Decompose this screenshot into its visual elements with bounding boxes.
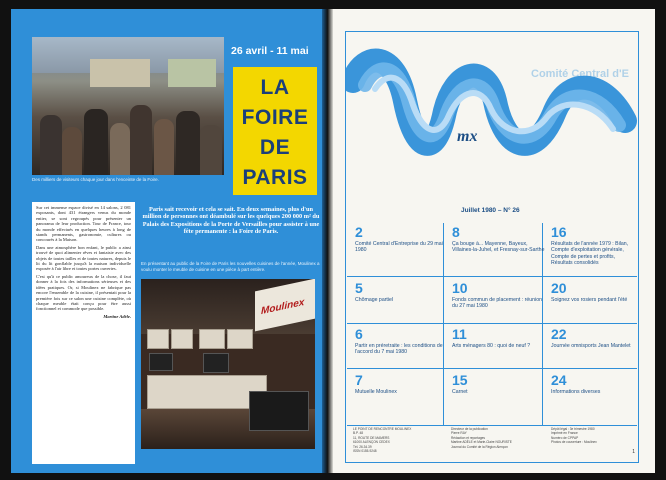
toc-entry[interactable] — [551, 281, 635, 303]
left-page — [11, 9, 322, 473]
svg-text:mx: mx — [457, 128, 478, 145]
magazine-logo-graphic — [345, 41, 639, 201]
toc-page-number: 22 — [551, 326, 567, 342]
toc-page-number: 16 — [551, 224, 567, 240]
article-body — [32, 202, 135, 464]
headline-line: LA — [260, 76, 290, 99]
editorial-credits: Directeur de la publication Pierre RAY Rédaction et reportages Martine ADÈLE et Marie-Claire NOURISTE Journal du Comité de la Région Alençon — [451, 427, 512, 449]
toc-entry[interactable] — [452, 327, 547, 349]
toc-page-number: 10 — [452, 280, 468, 296]
toc-divider — [347, 425, 637, 426]
fair-dates: 26 avril - 11 mai — [231, 45, 309, 57]
toc-title: Carnet — [452, 389, 468, 395]
kitchen-caption: En présentant au public de la Foire de Paris les nouvelles cuisines de l'année, Moulinex a voulu monter le meuble de cuisine en une pièce à part entière. — [141, 261, 320, 272]
article-paragraph: Dans une atmosphère bon enfant, le public a ainsi trouvé de quoi alimenter rêves et fantaisie avec des objets de toutes tailles et de toutes natures, depuis le lit du lit gonflable jusqu'à la maison individuelle exposée à l'air libre et toutes portes ouvertes. — [36, 244, 131, 272]
table-of-contents — [347, 223, 637, 425]
toc-title: Informations diverses — [551, 389, 601, 395]
toc-page-number: 6 — [355, 326, 363, 342]
toc-entry[interactable] — [551, 373, 635, 395]
toc-title: Partir en préretraite : les conditions de l'accord du 7 mai 1980 — [355, 343, 443, 356]
photo-caption: Des milliers de visiteurs chaque jour dans l'enceinte de la Foire. — [32, 177, 159, 182]
headline-line: DE — [259, 136, 291, 159]
article-paragraph: C'est qu'à ce public amoureux de la chose, il faut donner à la fois des informations sérieuses et des idées pratiques. Or, si Moulinex ne fabrique pas encore l'ensemble de la cuisine, il présentait pour la première fois sur ce salon une cuisine complète, où chaque meuble était conçu pour être aussi fonctionnel et commode que possible. — [36, 273, 131, 312]
toc-title: Mutuelle Moulinex — [355, 389, 397, 395]
toc-entry[interactable] — [551, 225, 635, 267]
legal-info: Dépôt légal : 3e trimestre 1980 Imprimé en France Numéro de CPPAP Photos de couverture : Moulinex — [551, 427, 597, 445]
spread-binding — [322, 9, 333, 473]
toc-entry[interactable] — [452, 281, 547, 310]
toc-page-number: 20 — [551, 280, 567, 296]
right-page — [333, 9, 655, 473]
toc-title: Comité Central d'Entreprise du 29 mai 1980 — [355, 241, 443, 254]
toc-page-number: 2 — [355, 224, 363, 240]
article-paragraph: Sur cet immense espace divisé en 14 salons, 2 081 exposants, dont 431 étrangers venus du monde entier, se sont regroupés pour présenter un panorama de leur production. Tour de France, tour du monde effectués en quelques heures à long de stands permanents, gastronomie, cultures ou concourés à la Maison. — [36, 205, 131, 243]
toc-title: Ça bouge à... Mayenne, Bayeux, Villaines-la-Juhel, et Fresnay-sur-Sarthe — [452, 241, 545, 254]
toc-page-number: 24 — [551, 372, 567, 388]
toc-page-number: 11 — [452, 326, 467, 342]
toc-page-number: 7 — [355, 372, 363, 388]
toc-entry[interactable] — [355, 281, 450, 303]
toc-title: Soignez vos rosiers pendant l'été — [551, 297, 628, 303]
toc-entry[interactable] — [551, 327, 635, 349]
headline-line: PARIS — [242, 166, 308, 189]
toc-entry[interactable] — [355, 225, 450, 254]
publisher-address: LE POINT DE RENCONTRE MOULINEX B.P. 48 11, ROUTE DE MAMERS 61000 ALENÇON CEDEX Tél. 26.34.39 ISSN 0155-9248 — [353, 427, 412, 454]
article-signature: Martine Adèle. — [103, 313, 131, 319]
toc-entry[interactable] — [452, 225, 547, 254]
toc-title: Résultats de l'année 1979 : Bilan, Compte d'exploitation générale, Compte de pertes et profits, Résultats consolidés — [551, 241, 629, 267]
issue-date: Juillet 1980 – N° 26 — [461, 207, 520, 214]
headline-box — [233, 67, 317, 195]
toc-page-number: 8 — [452, 224, 460, 240]
fair-crowd-photo — [32, 37, 224, 175]
toc-page-number: 5 — [355, 280, 363, 296]
moulinex-sign-text: Moulinex — [261, 296, 305, 318]
toc-entry[interactable] — [452, 373, 547, 395]
article-lead: Paris sait recevoir et cela se sait. En deux semaines, plus d'un million de personnes ont déambulé sur les quelques 200 000 m² du Palais des Expositions de la Porte de Versailles pour assister à une fête permanente : la Foire de Paris. — [142, 206, 320, 236]
toc-title: Arts ménagers 80 : quoi de neuf ? — [452, 343, 531, 349]
svg-text:Comité Central d'E: Comité Central d'E — [531, 68, 629, 80]
toc-entry[interactable] — [355, 327, 450, 356]
headline-line: FOIRE — [241, 106, 309, 129]
toc-entry[interactable] — [355, 373, 450, 395]
kitchen-stand-photo — [141, 279, 315, 449]
toc-page-number: 15 — [452, 372, 468, 388]
masthead-footer — [347, 427, 637, 461]
page-number: 1 — [632, 449, 635, 455]
toc-title: Chômage partiel — [355, 297, 394, 303]
toc-title: Journée omnisports Jean Mantelet — [551, 343, 631, 349]
toc-title: Fonds commun de placement : réunion du 27 mai 1980 — [452, 297, 542, 310]
